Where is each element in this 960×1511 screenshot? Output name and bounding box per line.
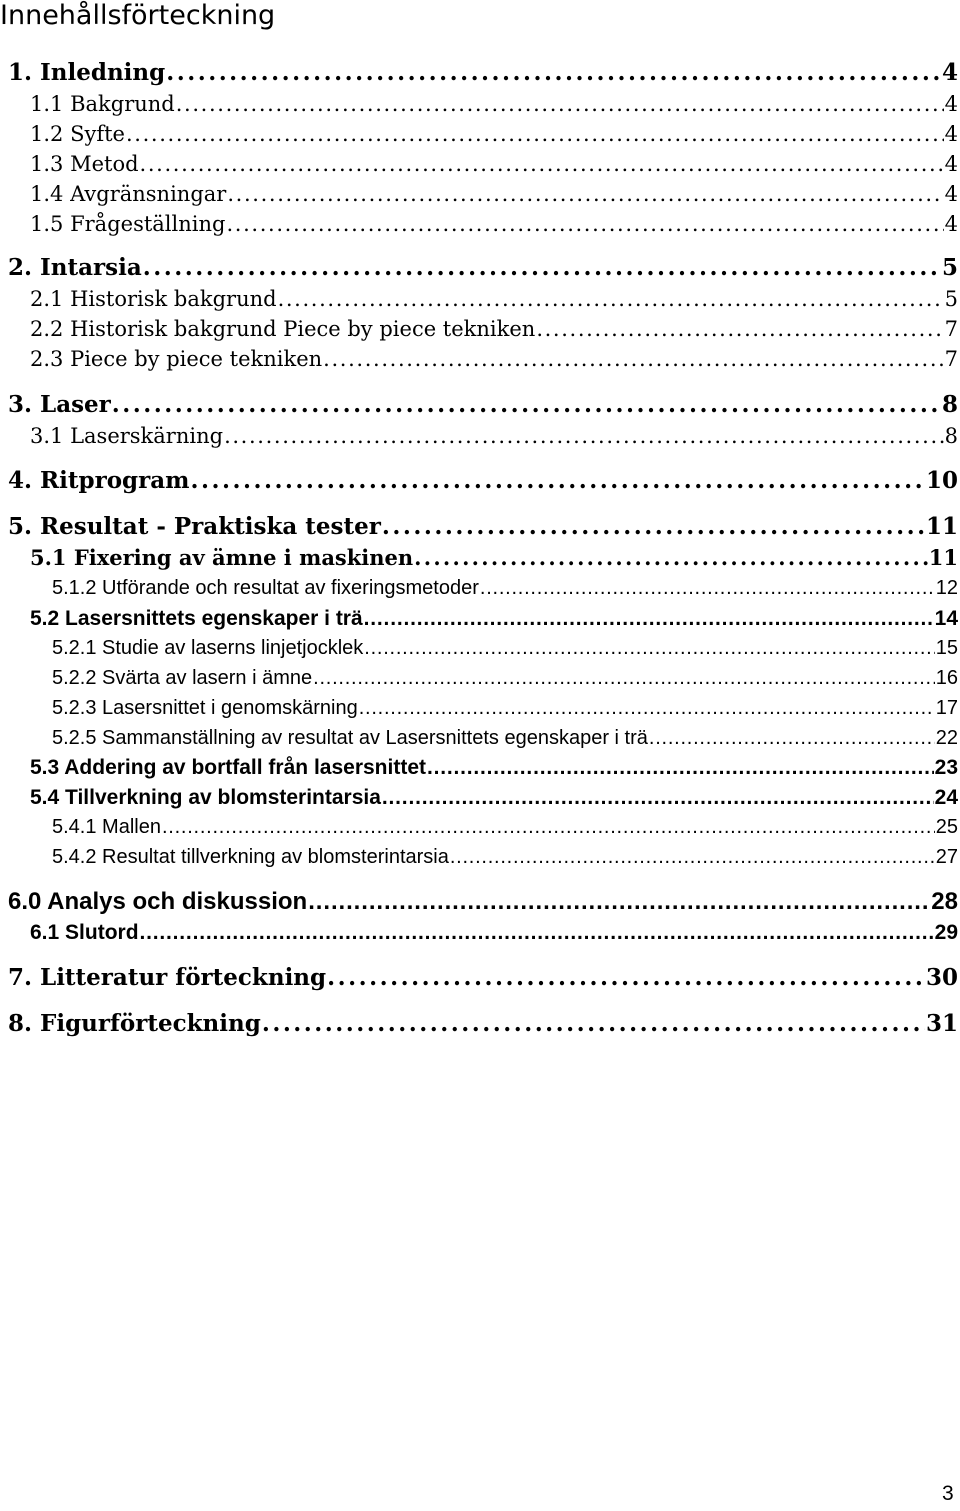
toc-entry-label: 5.2.2 Svärta av lasern i ämne [52,667,313,689]
toc-entry[interactable] [52,667,958,690]
toc-entry[interactable] [30,424,958,448]
toc-entry-page: 7 [944,347,958,371]
dot-leader [190,468,925,493]
toc-entry-page: 22 [935,727,958,749]
toc-entry[interactable] [30,212,958,236]
toc-entry[interactable] [8,255,958,281]
toc-entry-label: 7. Litteratur förteckning [8,964,327,991]
toc-entry-page: 17 [935,697,958,719]
toc-entry[interactable] [8,392,958,418]
dot-leader [364,637,934,659]
dot-leader [278,287,944,310]
toc-entry[interactable] [30,786,958,810]
toc-entry-page: 5 [944,287,958,311]
dot-leader [140,921,934,944]
dot-leader [227,182,943,205]
toc-entry-page: 14 [934,607,958,630]
toc-entry[interactable] [52,697,958,720]
toc-entry[interactable] [8,60,958,86]
dot-leader [262,1011,925,1036]
toc-entry-label: 2. Intarsia [8,254,142,281]
dot-leader [649,727,935,749]
toc-entry-page: 10 [925,467,958,494]
toc-entry[interactable] [30,182,958,206]
toc-entry[interactable] [30,546,958,570]
toc-entry-page: 16 [935,667,958,689]
toc-entry-label: 1.2 Syfte [30,122,125,146]
dot-leader [414,546,928,569]
dot-leader [382,514,925,539]
toc-entry[interactable] [30,287,958,311]
dot-leader [176,92,944,115]
toc-entry[interactable] [52,816,958,839]
toc-entry-label: 1.4 Avgränsningar [30,182,227,206]
dot-leader [162,816,935,838]
dot-leader [427,756,934,779]
toc-entry-page: 29 [934,921,958,944]
toc-entry-label: 5.1 Fixering av ämne i maskinen [30,545,414,570]
dot-leader [112,392,941,417]
dot-leader [323,347,943,370]
toc-entry-label: 2.1 Historisk bakgrund [30,287,277,311]
dot-leader [313,667,935,689]
toc-entry-label: 2.2 Historisk bakgrund Piece by piece tekniken [30,317,536,341]
toc-entry[interactable] [8,888,958,916]
toc-entry-label: 5.1.2 Utförande och resultat av fixeringsmetoder [52,577,479,599]
dot-leader [166,60,941,85]
toc-entry-label: 3.1 Laserskärning [30,424,224,448]
toc-entry-page: 23 [934,756,958,779]
toc-entry[interactable] [30,317,958,341]
toc-entry[interactable] [30,92,958,116]
toc-entry-label: 8. Figurförteckning [8,1010,261,1037]
toc-entry-page: 30 [925,964,958,991]
toc-entry-label: 1.5 Frågeställning [30,212,226,236]
toc-entry-label: 3. Laser [8,391,111,418]
toc-entry-label: 6.0 Analys och diskussion [8,888,308,915]
toc-entry[interactable] [52,727,958,750]
dot-leader [450,846,935,868]
toc-entry-page: 4 [944,212,958,236]
toc-entry-page: 5 [941,254,958,281]
toc-entry-label: 1.3 Metod [30,152,139,176]
toc-entry-page: 4 [944,92,958,116]
dot-leader [359,697,935,719]
toc-entry-label: 6.1 Slutord [30,921,139,944]
dot-leader [126,122,944,145]
toc-entry-page: 24 [934,786,958,809]
toc-entry-label: 5.4 Tillverkning av blomsterintarsia [30,786,381,809]
toc-entry-page: 4 [944,152,958,176]
toc-entry-page: 4 [944,122,958,146]
toc-entry-page: 15 [935,637,958,659]
toc-entry-label: 5.3 Addering av bortfall från lasersnittet [30,756,426,779]
toc-entry[interactable] [8,1011,958,1037]
toc-entry[interactable] [30,152,958,176]
toc-entry-page: 8 [941,391,958,418]
toc-entry[interactable] [8,468,958,494]
dot-leader [224,424,944,447]
toc-entry-label: 2.3 Piece by piece tekniken [30,347,323,371]
toc-entry[interactable] [30,122,958,146]
dot-leader [327,965,925,990]
toc-entry-label: 5. Resultat - Praktiska tester [8,513,381,540]
toc-entry[interactable] [8,514,958,540]
toc-entry-label: 5.2.3 Lasersnittet i genomskärning [52,697,358,719]
toc-entry-label: 5.2.1 Studie av laserns linjetjocklek [52,637,364,659]
dot-leader [226,212,943,235]
dot-leader [536,317,943,340]
toc-entry-label: 5.4.2 Resultat tillverkning av blomsterintarsia [52,846,449,868]
toc-entry-label: 5.4.1 Mallen [52,816,161,838]
dot-leader [308,888,930,914]
toc-entry[interactable] [8,965,958,991]
toc-entry-label: 4. Ritprogram [8,467,190,494]
toc-entry-page: 25 [935,816,958,838]
toc-entry-label: 5.2 Lasersnittets egenskaper i trä [30,607,363,630]
dot-leader [364,607,934,630]
toc-entry[interactable] [30,756,958,780]
page-title: Innehållsförteckning [0,0,276,31]
toc-entry[interactable] [52,637,958,660]
dot-leader [143,255,941,280]
toc-entry-page: 12 [935,577,958,599]
toc-entry-page: 7 [944,317,958,341]
toc-entry[interactable] [30,921,958,945]
toc-entry[interactable] [52,577,958,600]
toc-entry-page: 8 [944,424,958,448]
page-number: 3 [942,1482,954,1505]
toc-entry-page: 4 [941,59,958,86]
toc-entry-page: 31 [925,1010,958,1037]
dot-leader [140,152,944,175]
toc-entry-page: 4 [944,182,958,206]
toc-entry-label: 1.1 Bakgrund [30,92,175,116]
toc-entry[interactable] [30,607,958,631]
toc-entry[interactable] [30,347,958,371]
toc-entry-page: 28 [931,888,958,915]
toc-entry-page: 27 [935,846,958,868]
toc-entry-label: 5.2.5 Sammanställning av resultat av Lasersnittets egenskaper i trä [52,727,648,749]
toc-entry-page: 11 [928,545,958,570]
dot-leader [382,786,934,809]
toc-entry[interactable] [52,846,958,869]
toc-entry-page: 11 [925,513,958,540]
toc-entry-label: 1. Inledning [8,59,166,86]
dot-leader [480,577,935,599]
